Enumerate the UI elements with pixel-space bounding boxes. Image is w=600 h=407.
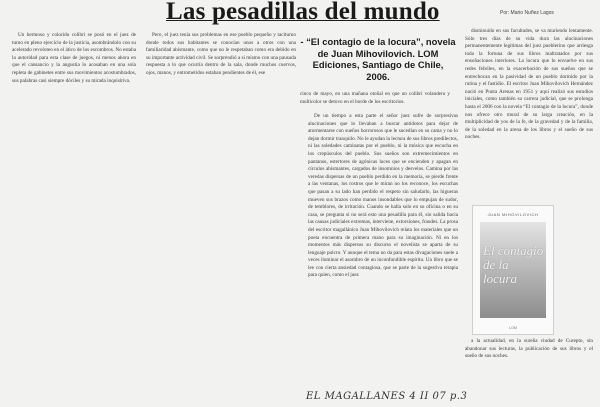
paragraph: a la actualidad, en la sureña ciudad de Curepto, sin abandonar sus lecturas, la publicación de sus libros y el sueño de sus noches. (465, 338, 593, 360)
book-cover-title: El contagio de la locura (483, 243, 544, 286)
article-column-2 (146, 32, 296, 106)
handwritten-source-note: EL MAGALLANES 4 II 07 p.3 (306, 391, 468, 402)
book-cover-publisher: LOM (509, 326, 517, 330)
article-column-4 (465, 28, 593, 194)
book-reference-subhead: - “El contagio de la locura”, novela de Juan Mihovilovich. LOM Ediciones, Santiago de Chile, 2006. (300, 36, 456, 82)
paragraph: Un hermoso y colorido colibrí se posó en el juez de turno en pleno ejercicio de la justicia, asombrándolo con su acelerado revoloteo en el ático de los escombros. No estaba la autoridad para esta clase de juegos, ni menos ahora en que el cansancio y la angustia lo acosaban en una sola repleta de gabinetes entre sus movimientos acostumbrados, sus palabras casi siempre dóciles y su mirada inquisitiva. (12, 32, 136, 84)
article-column-1 (12, 32, 136, 134)
book-cover-author: JUAN MIHOVILOVICH (487, 212, 539, 217)
article-continuation: cinco de mayo, en una mañana otoñal en que un colibrí volandero y multicolor se detuvo en el borde de los escritorios. (300, 91, 450, 105)
article-column-5 (465, 338, 593, 384)
paragraph: Pero, el juez tenía sus problemas en ese pueblo pequeño y taciturno donde todos sus habitantes se conocían unos a otros con una familiaridad abismante, como que no le respetaban como era debido en su importante actividad civil. Se sorprendió a sí mismo con una pausada respuesta a lo que ocurría dentro de la sala, donde muchos cuervos, ojos, manos, y entrometidos estaban pendientes de él, ese (146, 32, 296, 76)
paragraph: disminuido en sus facultades, se va muriendo lentamente. Sólo tres días de su vida dura las alucinaciones permanentemente legítimas del juez pueblerino que arriesga toda la fortuna de sus libros maltratados por sus ensoñaciones interiores. La locura que lo envuelve en sus redes febriles, en la exacerbación de sus sueños que se entrechocan en la pasividad de un pueblo dormido por la rutina y el fastidio. El escritor Juan Mihovilovich Hernández nació en Punta Arenas en 1951 y aquí realizó sus estudios iniciales, como también su carrera judicial, que se prolonga hasta el 2006 con la novela “El contagio de la locura”, donde nos ofrece otro mural de su larga creación, en la multiplicidad de yos de la fe, de la gravedad y de la familia, de la soledad en la arena de los libros y el sueño de sus noches. (465, 28, 593, 141)
headline: Las pesadillas del mundo (166, 0, 440, 25)
paragraph: De un tiempo a esta parte el señor juez sufre de sorpresivas alucinaciones que lo llevaban a buscar antídotos para dejar de atormentarse con sueños horrorosos que le sucedían en su cama y no lo dejan dormir tranquilo. No le ayudan la lectura de sus libros predilectos, ni las soledades caminatas por el pueblo, ni la música que escucha en los crepúsculos del pueblo. Sus sueños son extremecimientos en pantanos, estertores de agónicas luces que se encienden y apagan en círculos abismantes, cargados de insomnios y desvelos. Camina por las veredas dispersas de un pueblo perdido en la memoria, se pierde frente a las ventanas, los rostros que le miran no los reconoce, los escuchas que pasan a su lado han perdido el respeto sin saludarlo, las higueras mueven sus brazos como manos insondables que lo empujan de sudor, de temblores, de irritación. Cuando se halla solo en su oficina o en su casa, se pregunta si no será esto una pesadilla para él, sin salida hacia las causas judiciales extremas, interviene, extorsiones, fraudes. La prosa del escritor magallánico Juan Mihovilovich relata los materiales que un poeta encuentra de primera mano para su imaginación. Ni en los momentos más dispersos su discurso el novelista se aparta de su lenguaje pulcro. Y aunque el tema no da para estas divagaciones suele a veces iluminar el asombro de un inconfundible espíritu. Un libro que se lee con cierta ansiedad contagiosa, que se parte de la sugestiva terapia para quien, como el juez (308, 113, 458, 279)
book-cover-image (472, 205, 554, 335)
article-column-3 (308, 113, 458, 403)
byline: Por: Mario Nuñez Lagos (500, 10, 554, 16)
